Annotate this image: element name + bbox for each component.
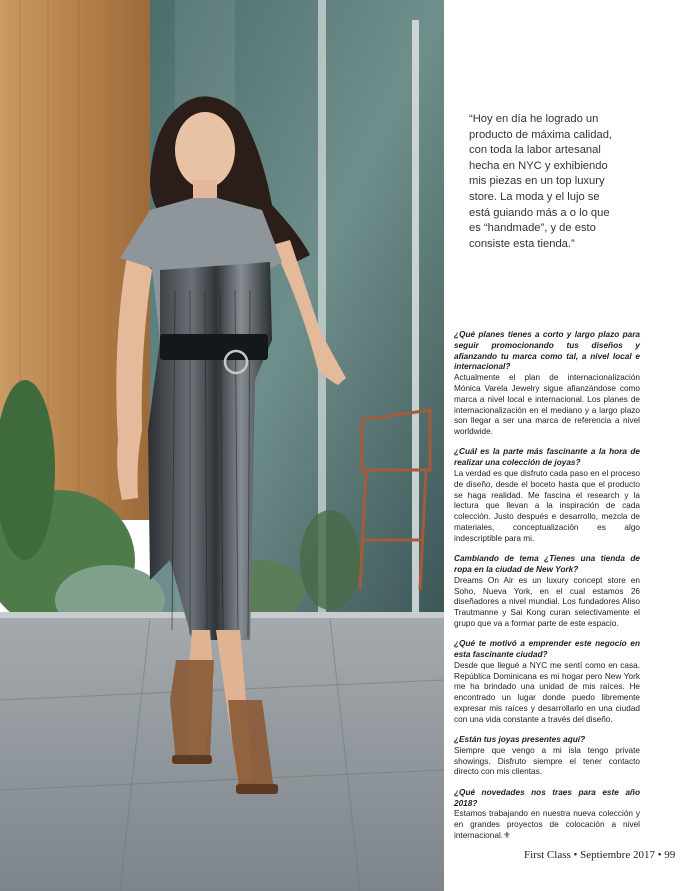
interview-answer: La verdad es que disfruto cada paso en el proceso de diseño, desde el boceto hasta que el producto se haga realidad. Me fascina el research y la lectura que llevan a la inspiración de cada colección. Justo después e desarrollo, mezcla de materiales, conceptualización es algo indescriptible para mi. — [454, 469, 640, 543]
interview-question: ¿Qué te motivó a emprender este negocio en esta fascinante ciudad? — [454, 639, 640, 660]
page-footer: First Class • Septiembre 2017 • 99 — [524, 849, 676, 861]
interview-block — [454, 639, 640, 725]
interview-question: ¿Cuál es la parte más fascinante a la hora de realizar una colección de joyas? — [454, 447, 640, 468]
interview-answer: Siempre que vengo a mi isla tengo private showings. Disfruto siempre el tener contacto directo con mis clientas. — [454, 745, 640, 777]
pull-quote — [469, 112, 619, 252]
interview-answer: Estamos trabajando en nuestra nueva colección y en grandes proyectos de colocación a nivel internacional.⚜ — [454, 809, 640, 840]
interview-answer: Actualmente el plan de internacionalización Mónica Varela Jewelry sigue afianzándose como marca a nivel local e internacional. Los planes de internacionalización en el mediano y a largo plazo son llegar a ser una marca de referencia a nivel worldwide. — [454, 373, 640, 437]
interview-block — [454, 788, 640, 842]
interview-section — [454, 330, 640, 851]
interview-answer: Desde que llegué a NYC me sentí como en casa. República Dominicana es mi hogar pero New York me ha brindado una unidad de mis raíces. He encontrado un lugar donde puedo libremente expresar mis raíces y desarrollarlo en una ciudad con una vida constante a través del diseño. — [454, 660, 640, 724]
interview-block — [454, 447, 640, 544]
pull-quote-text: “Hoy en día he logrado un producto de máxima calidad, con toda la labor artesanal hecha en NYC y exhibiendo mis piezas en un top luxury store. La moda y el lujo se está guiando más a o lo que es “handmade”, y de esto consiste esta tienda.” — [469, 113, 613, 250]
interview-question: ¿Qué planes tienes a corto y largo plazo para seguir promocionando tus diseños y afianzando tu marca como tal, a nivel local e internacional? — [454, 330, 640, 372]
interview-answer: Dreams On Air es un luxury concept store en Soho, Nueva York, en el cual estamos 26 diseñadores a nivel mundial. Los fundadores Aliso Trautmanne y Sai Kong curan selectivamente el grupo que va a formar parte de este espacio. — [454, 575, 640, 628]
interview-question: Cambiando de tema ¿Tienes una tienda de ropa en la ciudad de New York? — [454, 554, 640, 574]
interview-block — [454, 330, 640, 438]
interview-question: ¿Están tus joyas presentes aquí? — [454, 735, 586, 745]
interview-block — [454, 554, 640, 630]
interview-block — [454, 735, 640, 778]
text-column — [444, 0, 700, 891]
interview-question: ¿Qué novedades nos traes para este año 2018? — [454, 787, 640, 808]
leather-belt — [160, 334, 268, 360]
